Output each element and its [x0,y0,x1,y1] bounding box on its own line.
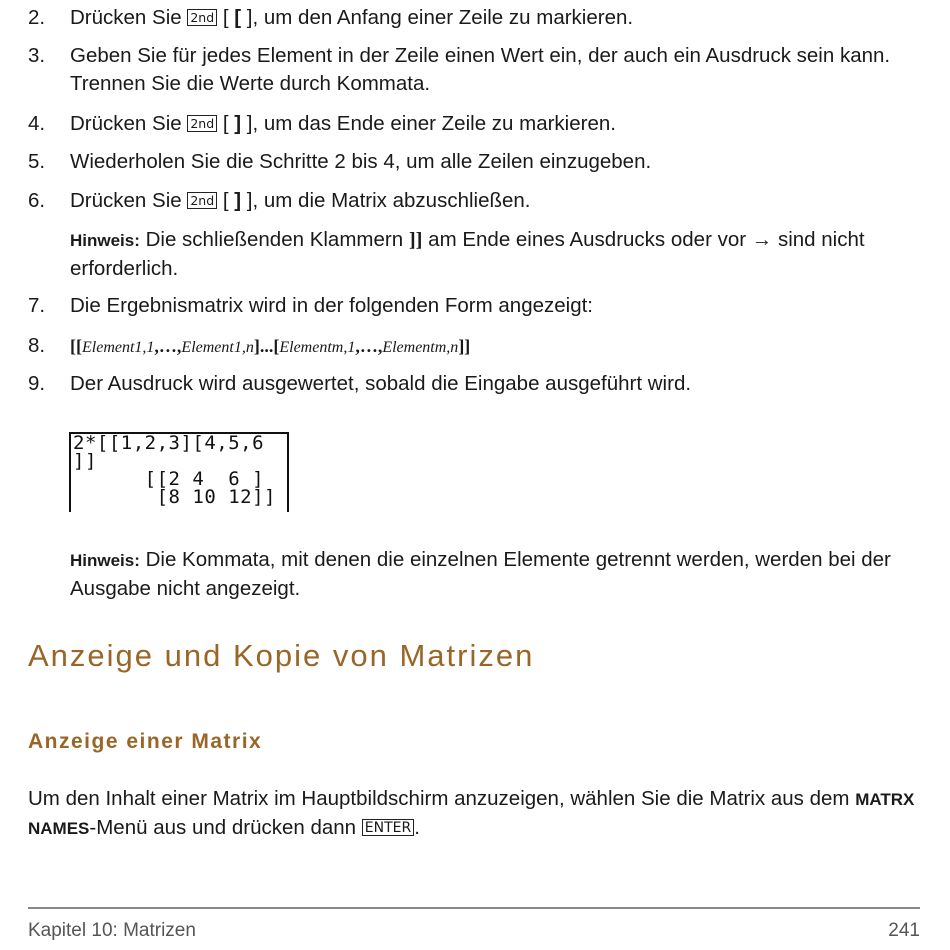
step-text: Der Ausdruck wird ausgewertet, sobald die Eingabe ausgeführt wird. [70,372,692,395]
note-text: Die schließenden Klammern [139,228,409,251]
note-text: Die Kommata, mit denen die einzelnen Elemente getrennt werden, werden bei der Ausgabe nicht angezeigt. [70,548,891,600]
bracket-symbol: [ [234,6,242,29]
paragraph-text: . [414,816,420,839]
step-number: 2. [28,6,46,29]
key-2nd: 2nd [187,115,217,132]
step-text: Drücken Sie [70,189,188,212]
body-paragraph [28,785,928,843]
matrix-form-syntax [70,332,920,362]
menu-name: MATRX NAMES [28,790,915,838]
step-number: 6. [28,189,46,212]
footer-chapter: Kapitel 10: Matrizen [28,920,196,941]
calculator-screen: 2*[[1,2,3][4,5,6 ]] [[2 4 6 ] [8 10 12]] [69,432,289,512]
step-text: Wiederholen Sie die Schritte 2 bis 4, um alle Zeilen einzugeben. [70,150,652,173]
bracket-symbol: ] [234,112,242,135]
note-closing-brackets [70,226,920,283]
step-number: 8. [28,334,46,357]
syntax-separator: ,…, [355,336,383,356]
key-2nd: 2nd [187,9,217,26]
step-text: ], um die Matrix abzuschließen. [246,189,531,212]
bracket-symbol: ] [234,189,242,212]
key-2nd: 2nd [187,192,217,209]
note-label: Hinweis: [70,231,140,250]
note-commas [70,546,920,603]
step-number: 3. [28,44,46,67]
step-text: Drücken Sie [70,6,188,29]
step-number: 4. [28,112,46,135]
step-text: ], um das Ende einer Zeile zu markieren. [246,112,616,135]
syntax-element: Element1,n [181,339,254,356]
syntax-element: Element1,1 [82,339,155,356]
step-text: Drücken Sie [70,112,188,135]
step-text: ], um den Anfang einer Zeile zu markieren. [246,6,634,29]
step-text: Die Ergebnismatrix wird in der folgenden Form angezeigt: [70,294,594,317]
page-number: 241 [888,920,920,941]
step-number: 5. [28,150,46,173]
step-number: 7. [28,294,46,317]
step-number: 9. [28,372,46,395]
syntax-element: Elementm,1 [279,339,356,356]
note-text: am Ende eines Ausdrucks oder vor → sind nicht erforderlich. [70,228,865,280]
paragraph-text: Um den Inhalt einer Matrix im Hauptbildschirm anzuzeigen, wählen Sie die Matrix aus dem [28,787,856,810]
double-bracket-symbol: ]] [408,229,423,251]
note-label: Hinweis: [70,551,140,570]
subsection-heading: Anzeige einer Matrix [28,730,263,753]
syntax-open: [[ [70,336,82,356]
key-enter: ENTER [362,819,414,836]
footer-divider [28,907,920,909]
syntax-element: Elementm,n [382,339,459,356]
paragraph-text: -Menü aus und drücken dann [89,816,362,839]
step-text: Geben Sie für jedes Element in der Zeile einen Wert ein, der auch ein Ausdruck sein kann. Trennen Sie die Werte durch Kommata. [70,44,891,95]
syntax-close: ]] [458,336,471,356]
section-heading: Anzeige und Kopie von Matrizen [28,638,535,673]
syntax-row-break: ]...[ [253,336,280,356]
syntax-separator: ,…, [154,336,182,356]
